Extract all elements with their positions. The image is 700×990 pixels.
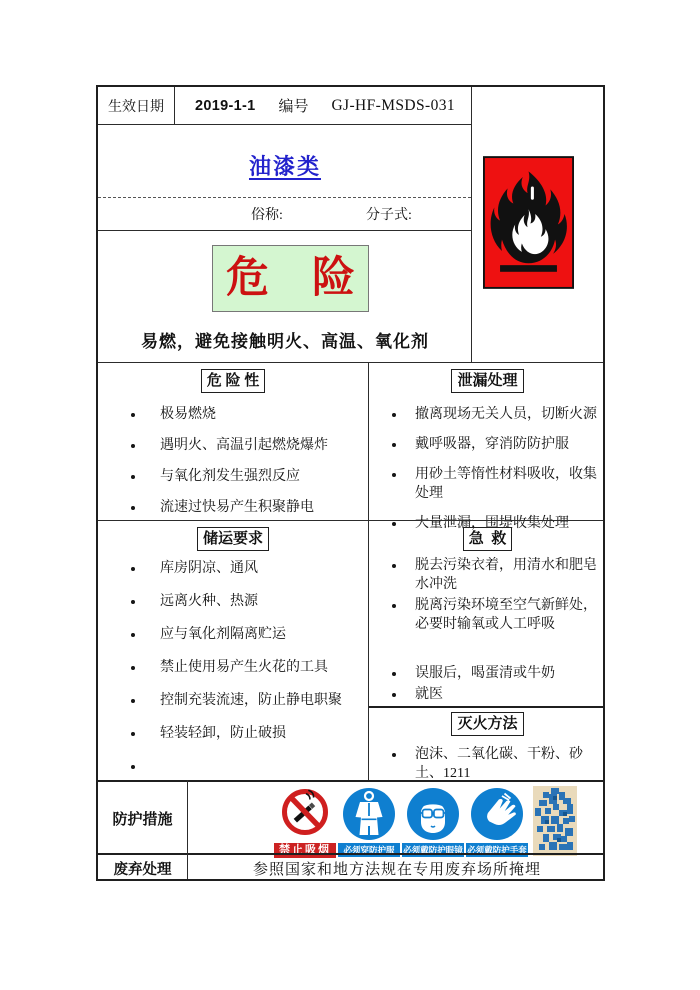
list-item — [368, 664, 607, 683]
pictogram-cell — [472, 87, 607, 362]
bullet-dot-icon — [131, 506, 135, 510]
bullet-dot-icon — [131, 699, 135, 703]
bullet-dot-icon — [131, 633, 135, 637]
formula-label: 分子式: — [366, 208, 412, 223]
divider — [98, 853, 603, 855]
list-item-text: 流速过快易产生积聚静电 — [160, 500, 314, 515]
list-item-text: 用砂土等惰性材料吸收，收集处理 — [415, 467, 597, 501]
protection-label: 防护措施 — [112, 810, 173, 828]
list-item — [98, 757, 368, 769]
divider — [98, 520, 603, 521]
list-item-text: 大量泄漏，围堤收集处理 — [415, 516, 569, 531]
list-item-text: 禁止使用易产生火花的工具 — [160, 660, 328, 675]
no-smoking-icon — [276, 786, 334, 842]
list-item-text: 控制充装流速，防止静电职聚 — [160, 693, 342, 708]
protective-clothing-icon — [341, 786, 397, 842]
section-storage — [98, 520, 368, 781]
bullet-dot-icon — [131, 444, 135, 448]
section-storage-title: 储运要求 — [197, 527, 269, 551]
dashed-divider — [98, 197, 471, 198]
bullet-dot-icon — [131, 765, 135, 769]
sign-caption: 禁止吸烟 — [274, 843, 336, 858]
list-item-text: 泡沫、二氧化碳、干粉、砂土、1211 — [415, 747, 583, 781]
bullet-dot-icon — [392, 413, 396, 417]
list-item-text: 应与氧化剂隔离贮运 — [160, 627, 286, 642]
sign-caption: 必须穿防护服 — [338, 843, 400, 857]
bullet-dot-icon — [131, 567, 135, 571]
divider — [471, 87, 472, 362]
common-name-label: 俗称: — [251, 208, 283, 223]
bullet-dot-icon — [131, 666, 135, 670]
fire-fighting-list — [368, 745, 607, 783]
divider — [98, 362, 603, 363]
leakage-list — [368, 405, 607, 533]
list-item-text: 撤离现场无关人员，切断火源 — [415, 407, 597, 422]
list-item-text: 误服后，喝蛋清或牛奶 — [415, 666, 555, 681]
sign-protective-clothing — [338, 786, 400, 857]
bullet-dot-icon — [392, 564, 396, 568]
divider — [368, 706, 603, 708]
list-item — [368, 465, 607, 503]
section-fire-fighting-title: 灭火方法 — [451, 712, 523, 736]
protection-signs-row — [274, 786, 577, 858]
list-item — [368, 685, 607, 704]
sign-protective-goggles — [402, 786, 464, 857]
header-value-row — [175, 87, 491, 124]
disposal-label: 废弃处理 — [113, 861, 172, 878]
list-item — [98, 658, 368, 677]
list-item — [98, 691, 368, 710]
list-item-text: 轻装轻卸，防止破损 — [160, 726, 286, 741]
list-item — [98, 625, 368, 644]
list-item-text: 脱去污染衣着，用清水和肥皂水冲洗 — [415, 558, 597, 592]
list-item-text: 远离火种、热源 — [160, 594, 258, 609]
list-item — [98, 498, 368, 517]
list-item — [98, 405, 368, 424]
protective-gloves-icon — [469, 786, 525, 842]
bullet-dot-icon — [131, 475, 135, 479]
list-item — [368, 596, 607, 634]
list-item-text: 与氧化剂发生强烈反应 — [160, 469, 300, 484]
section-hazards — [98, 362, 368, 520]
product-title-row — [98, 124, 472, 197]
bullet-dot-icon — [392, 473, 396, 477]
section-first-aid-title: 急 救 — [463, 527, 513, 551]
bullet-dot-icon — [392, 753, 396, 757]
doc-number-label: 编号 — [278, 99, 309, 115]
bullet-dot-icon — [131, 413, 135, 417]
list-item — [368, 405, 607, 424]
msds-document — [96, 85, 605, 881]
section-leakage-title: 泄漏处理 — [451, 369, 523, 393]
section-leakage — [368, 362, 607, 531]
bullet-dot-icon — [392, 672, 396, 676]
first-aid-list — [368, 556, 607, 704]
protective-goggles-icon — [405, 786, 461, 842]
divider — [98, 780, 603, 782]
sign-no-smoking — [274, 786, 336, 858]
list-item-text: 戴呼吸器，穿消防防护服 — [415, 437, 569, 452]
list-item-text: 就医 — [415, 687, 443, 702]
bullet-dot-icon — [392, 443, 396, 447]
section-first-aid — [368, 520, 607, 707]
list-item-text: 库房阴凉、通风 — [160, 561, 258, 576]
divider — [98, 230, 471, 231]
list-item — [98, 724, 368, 743]
divider — [98, 124, 471, 125]
list-item — [98, 436, 368, 455]
sign-protective-gloves — [466, 786, 528, 857]
warning-line: 易燃，避免接触明火、高温、氧化剂 — [141, 332, 429, 351]
list-item — [98, 467, 368, 486]
danger-sign — [212, 245, 369, 312]
bullet-dot-icon — [131, 732, 135, 736]
list-item — [368, 435, 607, 454]
section-hazards-title: 危 险 性 — [201, 369, 266, 393]
divider — [187, 780, 188, 879]
product-title: 油漆类 — [248, 154, 321, 179]
effective-date-label: 生效日期 — [108, 99, 164, 115]
divider — [368, 362, 369, 780]
list-item — [368, 556, 607, 594]
pixelated-image — [533, 786, 577, 856]
storage-list — [98, 559, 368, 769]
doc-number-value: GJ-HF-MSDS-031 — [331, 96, 456, 114]
flammable-pictogram-icon — [483, 154, 574, 291]
bullet-dot-icon — [131, 600, 135, 604]
list-item — [98, 592, 368, 611]
bullet-dot-icon — [392, 604, 396, 608]
sign-caption: 必须戴防护手套 — [467, 845, 527, 855]
alias-formula-row — [98, 197, 472, 230]
disposal-text: 参照国家和地方法规在专用废弃场所掩埋 — [252, 861, 541, 878]
divider — [174, 87, 175, 124]
list-item-text: 脱离污染环境至空气新鲜处，必要时输氧或人工呼吸 — [415, 598, 597, 632]
list-item-text: 遇明火、高温引起燃烧爆炸 — [160, 438, 328, 453]
danger-word: 危 险 — [226, 255, 355, 302]
list-item — [368, 745, 607, 783]
hazards-list — [98, 405, 368, 517]
list-item — [98, 559, 368, 578]
sign-caption: 必须戴防护眼镜 — [403, 845, 463, 855]
bullet-dot-icon — [392, 693, 396, 697]
effective-date-value: 2019-1-1 — [195, 97, 256, 114]
section-fire-fighting — [368, 707, 607, 781]
list-item-text: 极易燃烧 — [160, 407, 216, 422]
